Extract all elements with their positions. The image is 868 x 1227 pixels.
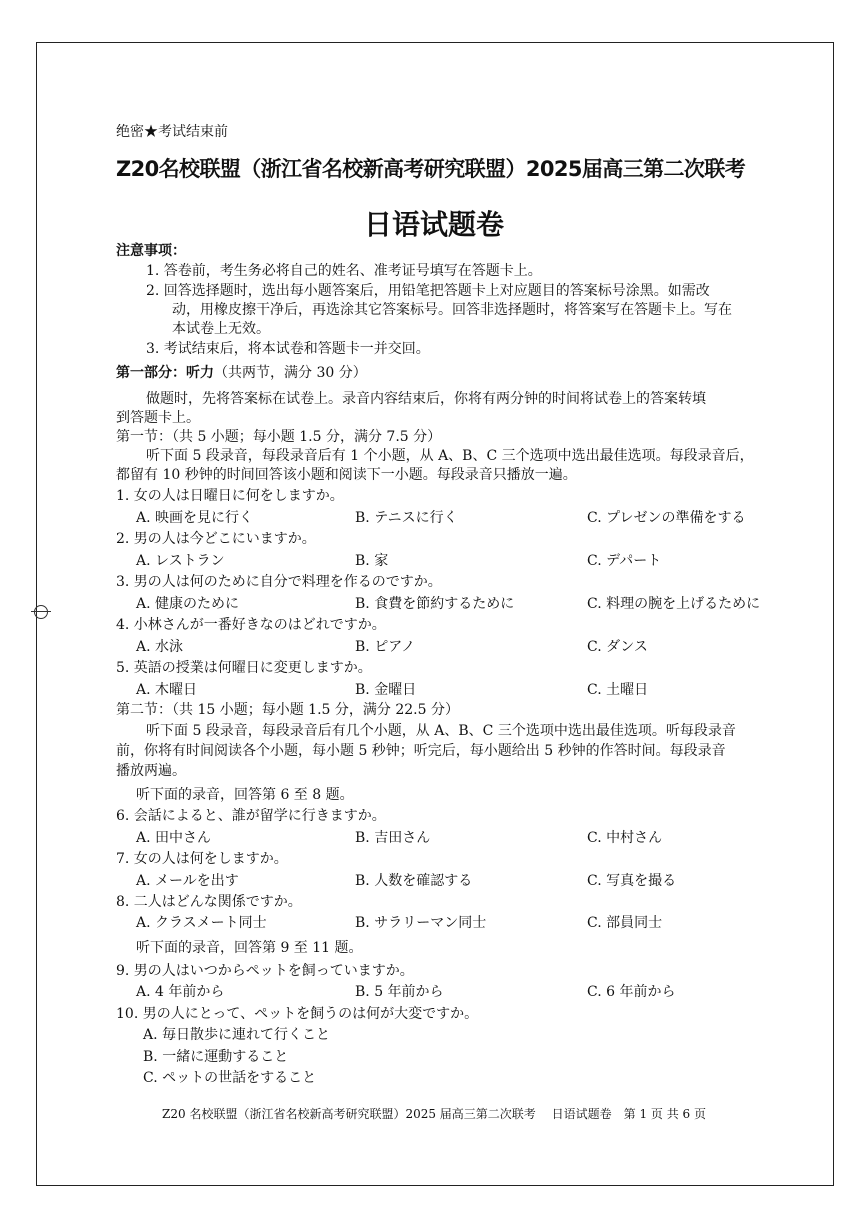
exam-title: Z20名校联盟（浙江省名校新高考研究联盟）2025届高三第二次联考 bbox=[116, 157, 746, 181]
option-c: C. 写真を撮る bbox=[587, 873, 677, 889]
section1-instructions: 都留有 10 秒钟的时间回答该小题和阅读下一小题。每段录音只播放一遍。 bbox=[116, 467, 577, 483]
question-8: 8. 二人はどんな関係ですか。 bbox=[116, 894, 302, 910]
part1-heading: 第一部分：听力 bbox=[116, 365, 214, 381]
group-instructions: 听下面的录音，回答第 9 至 11 题。 bbox=[136, 940, 363, 956]
subject-title: 日语试题卷 bbox=[363, 208, 504, 241]
option-a: A. 4 年前から bbox=[136, 984, 225, 1000]
option-b: B. 5 年前から bbox=[355, 984, 444, 1000]
question-2: 2. 男の人は今どこにいますか。 bbox=[116, 531, 316, 547]
option-b: B. 一緒に運動すること bbox=[143, 1049, 289, 1065]
option-a: A. 水泳 bbox=[136, 639, 184, 655]
part1-intro: 做题时，先将答案标在试卷上。录音内容结束后，你将有两分钟的时间将试卷上的答案转填 bbox=[146, 391, 706, 407]
option-a: A. 木曜日 bbox=[136, 682, 198, 698]
note-item: 3. 考试结束后，将本试卷和答题卡一并交回。 bbox=[146, 341, 430, 357]
question-5: 5. 英語の授業は何曜日に変更しますか。 bbox=[116, 660, 372, 676]
option-c: C. ペットの世話をすること bbox=[143, 1070, 317, 1086]
option-b: B. ピアノ bbox=[355, 639, 416, 655]
question-1: 1. 女の人は日曜日に何をしますか。 bbox=[116, 488, 344, 504]
option-c: C. 土曜日 bbox=[587, 682, 649, 698]
option-b: B. 吉田さん bbox=[355, 830, 431, 846]
question-6: 6. 会話によると、誰が留学に行きますか。 bbox=[116, 808, 386, 824]
note-item: 2. 回答选择题时，选出每小题答案后，用铅笔把答题卡上对应题目的答案标号涂黑。如需改 bbox=[146, 283, 710, 299]
part1-intro: 到答题卡上。 bbox=[116, 410, 200, 426]
option-b: B. 人数を確認する bbox=[355, 873, 473, 889]
question-3: 3. 男の人は何のために自分で料理を作るのですか。 bbox=[116, 574, 442, 590]
section2-heading: 第二节：（共 15 小题；每小题 1.5 分，满分 22.5 分） bbox=[116, 702, 459, 718]
section2-instructions: 听下面 5 段录音，每段录音后有几个小题，从 A、B、C 三个选项中选出最佳选项。听每段录音 bbox=[146, 723, 736, 739]
option-b: B. テニスに行く bbox=[355, 510, 458, 526]
option-c: C. ダンス bbox=[587, 639, 648, 655]
option-c: C. 部員同士 bbox=[587, 915, 663, 931]
note-item: 本试卷上无效。 bbox=[172, 321, 270, 337]
question-4: 4. 小林さんが一番好きなのはどれですか。 bbox=[116, 617, 386, 633]
option-c: C. デパート bbox=[587, 553, 662, 569]
option-a: A. クラスメート同士 bbox=[136, 915, 267, 931]
option-a: A. 毎日散歩に連れて行くこと bbox=[143, 1027, 331, 1043]
option-c: C. 6 年前から bbox=[587, 984, 676, 1000]
option-b: B. 食費を節約するために bbox=[355, 596, 515, 612]
question-9: 9. 男の人はいつからペットを飼っていますか。 bbox=[116, 963, 414, 979]
option-a: A. 映画を見に行く bbox=[136, 510, 254, 526]
option-b: B. 家 bbox=[355, 553, 389, 569]
part1-heading-note: （共两节，满分 30 分） bbox=[214, 365, 367, 381]
option-a: A. 健康のために bbox=[136, 596, 240, 612]
binding-hole-mark bbox=[34, 605, 48, 619]
page-footer: Z20 名校联盟（浙江省名校新高考研究联盟）2025 届高三第二次联考 日语试题卷 第 1 页 共 6 页 bbox=[162, 1107, 706, 1121]
section2-instructions: 播放两遍。 bbox=[116, 763, 186, 779]
question-10: 10. 男の人にとって、ペットを飼うのは何が大変ですか。 bbox=[116, 1006, 479, 1022]
section1-heading: 第一节：（共 5 小题；每小题 1.5 分，满分 7.5 分） bbox=[116, 429, 442, 445]
confidential-label: 绝密★考试结束前 bbox=[116, 124, 228, 140]
notes-heading: 注意事项： bbox=[116, 243, 186, 259]
option-a: A. メールを出す bbox=[136, 873, 239, 889]
option-c: C. 料理の腕を上げるために bbox=[587, 596, 761, 612]
option-a: A. 田中さん bbox=[136, 830, 212, 846]
question-7: 7. 女の人は何をしますか。 bbox=[116, 851, 288, 867]
section2-instructions: 前，你将有时间阅读各个小题，每小题 5 秒钟；听完后，每小题给出 5 秒钟的作答时间。每段录音 bbox=[116, 743, 726, 759]
section1-instructions: 听下面 5 段录音，每段录音后有 1 个小题，从 A、B、C 三个选项中选出最佳选项。每段录音后， bbox=[146, 448, 754, 464]
note-item: 动，用橡皮擦干净后，再选涂其它答案标号。回答非选择题时，将答案写在答题卡上。写在 bbox=[172, 302, 732, 318]
option-c: C. 中村さん bbox=[587, 830, 663, 846]
option-a: A. レストラン bbox=[136, 553, 225, 569]
note-item: 1. 答卷前，考生务必将自己的姓名、准考证号填写在答题卡上。 bbox=[146, 263, 542, 279]
option-c: C. プレゼンの準備をする bbox=[587, 510, 746, 526]
option-b: B. 金曜日 bbox=[355, 682, 417, 698]
part1-heading-line bbox=[116, 364, 367, 382]
group-instructions: 听下面的录音，回答第 6 至 8 题。 bbox=[136, 787, 354, 803]
option-b: B. サラリーマン同士 bbox=[355, 915, 487, 931]
